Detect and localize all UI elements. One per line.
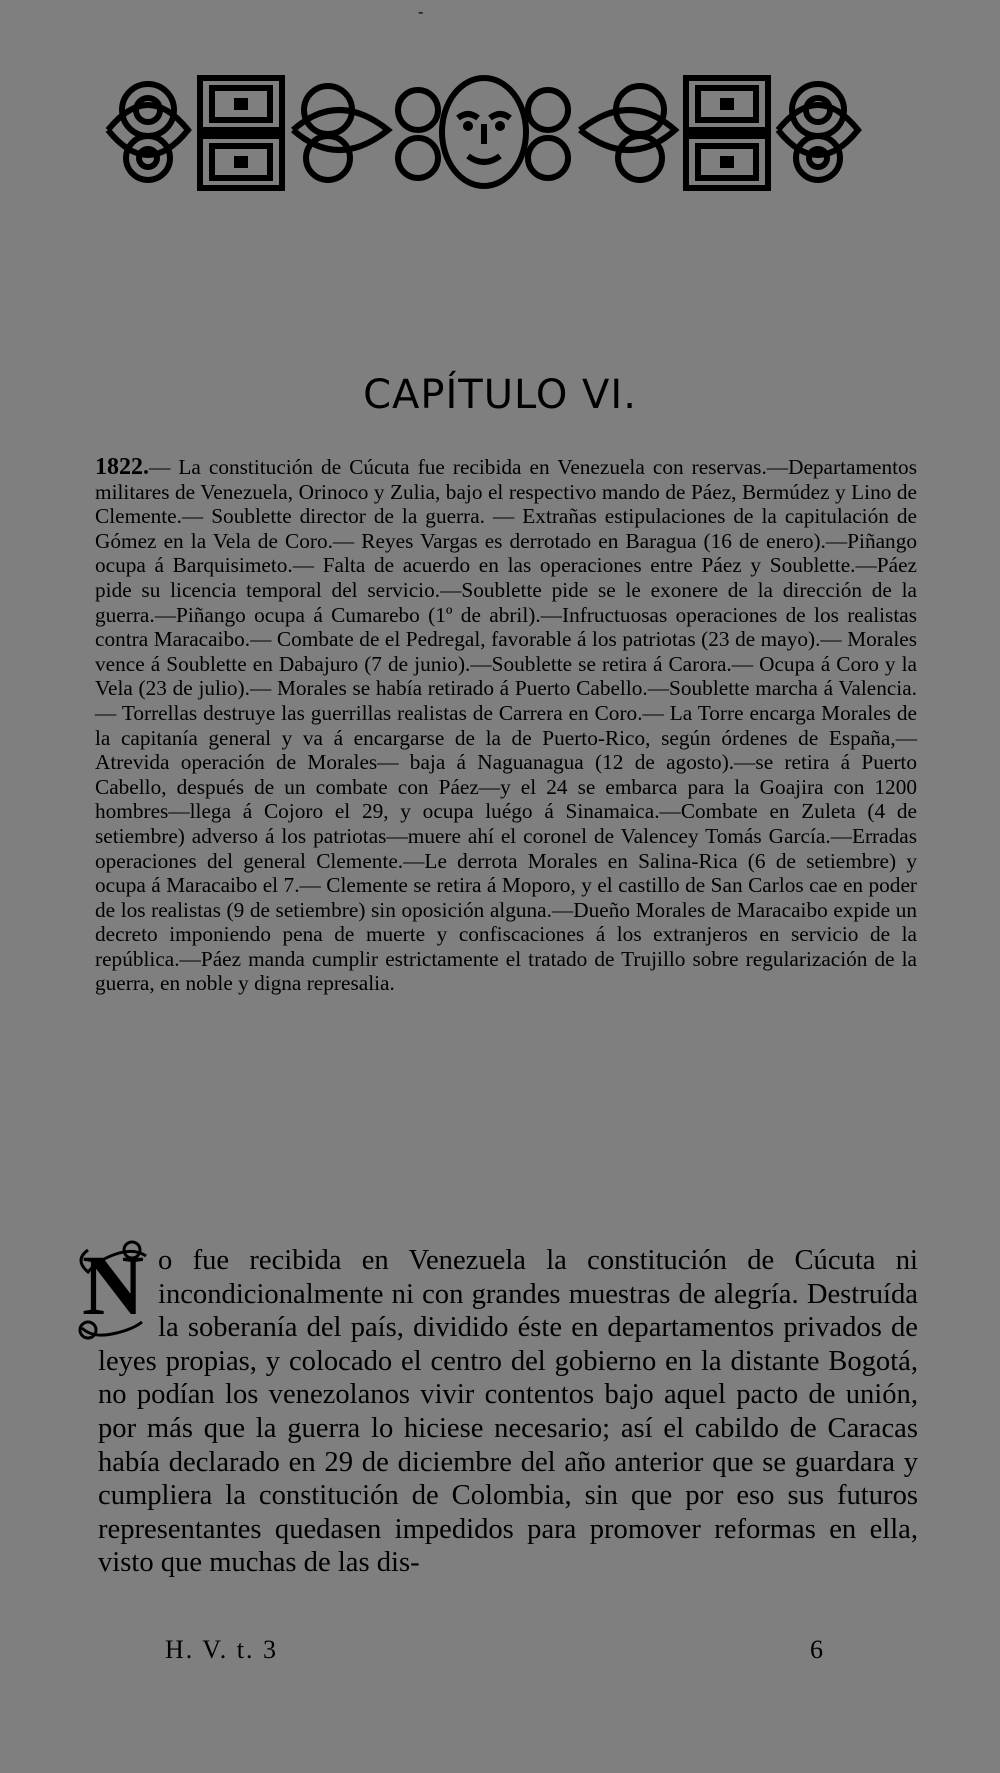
- drop-cap-letter: N: [82, 1237, 145, 1333]
- summary-text: — La constitución de Cúcuta fue recibida en Venezuela con reservas.—Departamentos militares de Venezuela, Orinoco y Zulia, bajo el respectivo mando de Páez, Bermúdez y Lino de Clemente.— Soublette director de la guerra. — Extrañas estipulaciones de la capitulación de Gómez en la Vela de Coro.— Reyes Vargas es derrotado en Baragua (16 de enero).—Piñango ocupa á Barquisimeto.— Falta de acuerdo en las operaciones entre Páez y Soublette.—Páez pide su licencia temporal del servicio.—Soublette pide se le exonere de la dirección de la guerra.—Piñango ocupa á Cumarebo (1º de abril).—Infructuosas operaciones de los realistas contra Maracaibo.— Combate de el Pedregal, favorable á los patriotas (23 de mayo).— Morales vence á Soublette en Dabajuro (7 de junio).—Soublette se retira á Carora.— Ocupa á Coro y la Vela (23 de julio).— Morales se había retirado á Puerto Cabello.—Soublette marcha á Valencia.— Torrellas destruye las guerrillas realistas de Carrera en Coro.— La Torre encarga Morales de la capitanía general y va á encargarse de la de Puerto-Rico, según órdenes de España,— Atrevida operación de Morales— baja á Naguanagua (12 de agosto).—se retira á Puerto Cabello, después de un combate con Páez—y el 24 se embarca para la Goajira con 1200 hombres—llega á Cojoro el 29, y ocupa luégo á Sinamaica.—Combate en Zuleta (4 de setiembre) adverso á los patriotas—muere ahí el coronel de Valencey Tomás García.—Erradas operaciones del general Clemente.—Le derrota Morales en Salina-Rica (6 de setiembre) y ocupa á Maracaibo el 7.— Clemente se retira á Moporo, y el castillo de San Carlos cae en poder de los realistas (9 de setiembre) sin oposición alguna.—Dueño Morales de Maracaibo expide un decreto imponiendo pena de muerte y confiscaciones á los extranjeros en servicio de la república.—Páez manda cumplir estrictamente el tratado de Trujillo sobre regularización de la guerra, en noble y digna represalia.: [95, 455, 917, 996]
- page-number: 6: [810, 1635, 823, 1664]
- chapter-summary: [95, 455, 917, 996]
- top-mark: -: [418, 2, 424, 21]
- drop-cap: [68, 1236, 152, 1344]
- footer-signature: H. V. t. 3: [165, 1635, 278, 1664]
- body-text: o fue recibida en Venezuela la constitución de Cúcuta ni incondicionalmente ni con grandes muestras de alegría. Destruída la soberanía del país, dividido éste en departamentos privados de leyes propias, y colocado el centro del gobierno en la distante Bogotá, no podían los venezolanos vivir contentos bajo aquel pacto de unión, por más que la guerra lo hiciese necesario; así el cabildo de Caracas había declarado en 29 de diciembre del año anterior que se guardara y cumpliera la constitución de Colombia, sin que por eso sus futuros representantes quedasen impedidos para promover reformas en ella, visto que muchas de las dis-: [98, 1245, 918, 1579]
- decorative-header-ornament: [88, 70, 880, 192]
- body-paragraph: [82, 1237, 918, 1580]
- summary-year: 1822.: [95, 454, 149, 480]
- chapter-title: CAPÍTULO VI.: [363, 372, 637, 418]
